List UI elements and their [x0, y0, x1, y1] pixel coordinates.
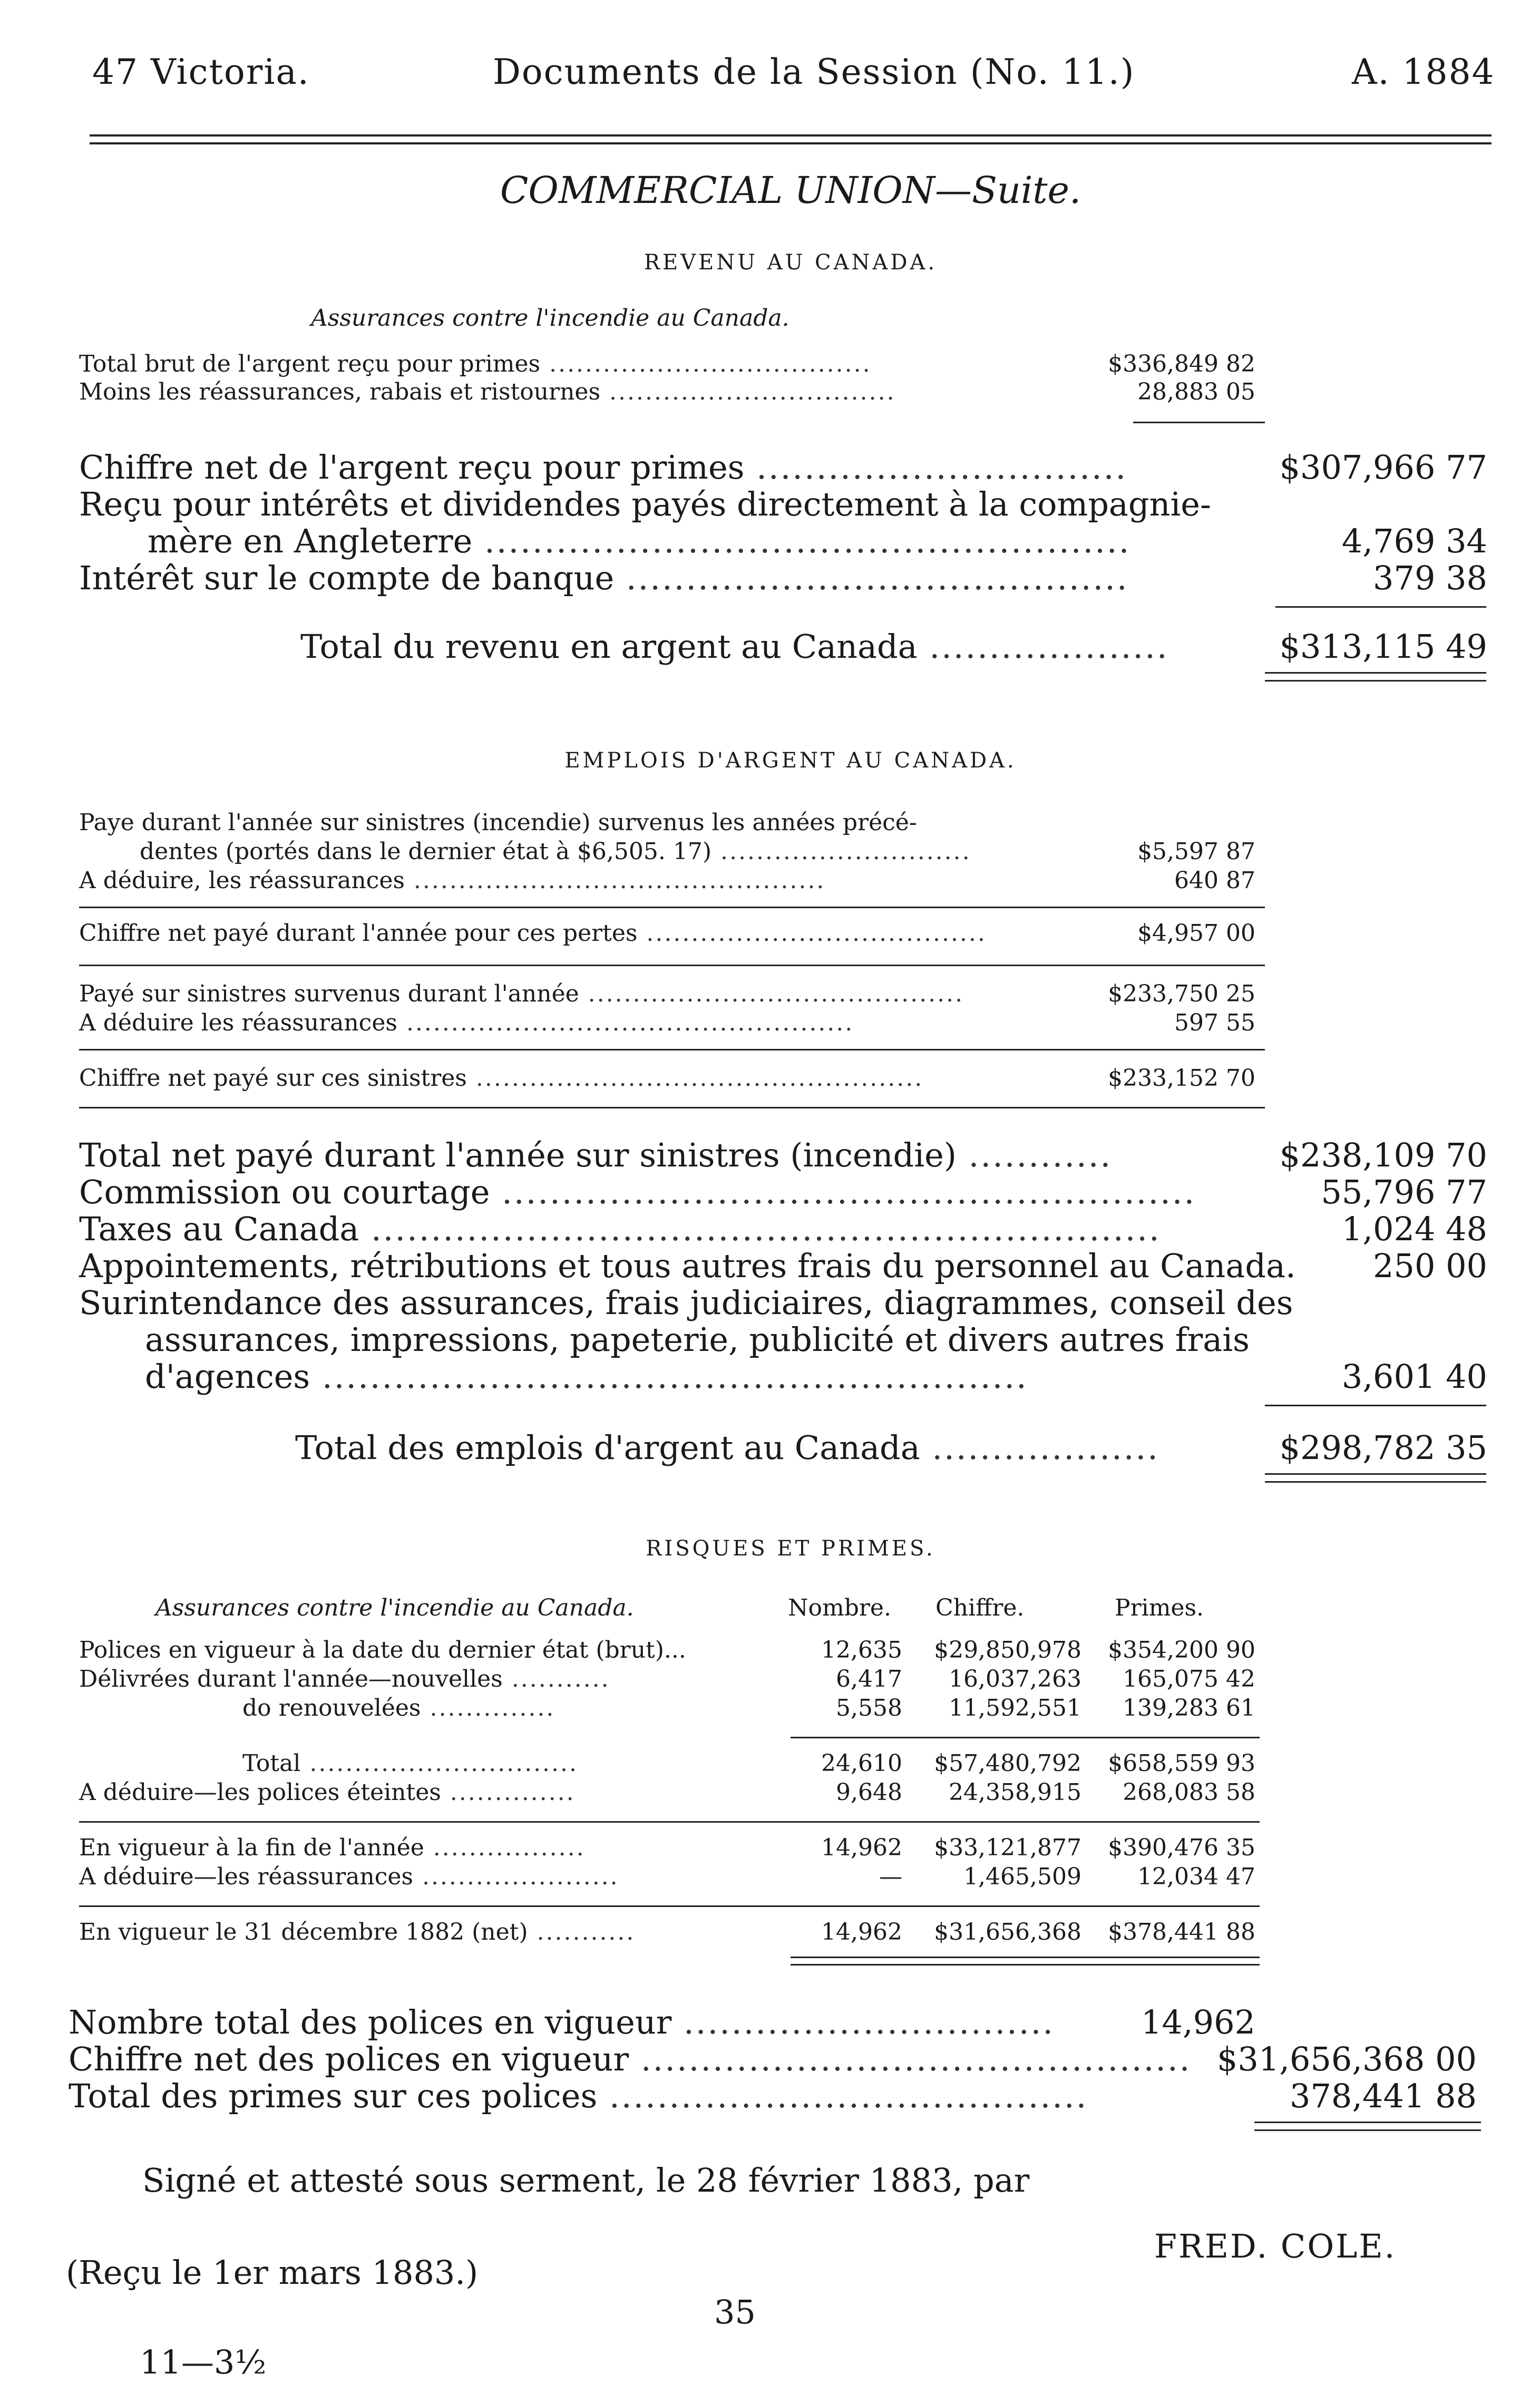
risk-row-chiffre: 16,037,263	[949, 1666, 1081, 1692]
header-rule-top	[90, 134, 1492, 137]
summary-chiffre-label: Chiffre net des polices en vigueur ..............................................	[69, 2040, 1192, 2078]
appointements-label: Appointements, rétributions et tous autres frais du personnel au Canada.	[79, 1247, 1296, 1285]
section-rule	[79, 965, 1265, 966]
prev-net-amount: $4,957 00	[1137, 920, 1255, 947]
summary-primes-value: 378,441 88	[1290, 2077, 1477, 2115]
risk-row-nombre: 24,610	[821, 1750, 902, 1777]
emplois-total-label: Total des emplois d'argent au Canada ...................	[295, 1428, 1159, 1467]
subtotal-rule	[1133, 422, 1265, 423]
net-primes-amount: $307,966 77	[1279, 448, 1487, 487]
revenu-row-label: Moins les réassurances, rabais et ristournes ................................	[79, 378, 896, 405]
revenu-row-amount: $336,849 82	[1108, 351, 1255, 377]
page-number: 35	[714, 2293, 756, 2331]
header-rule-bottom	[90, 142, 1492, 144]
risk-row-chiffre: $29,850,978	[934, 1637, 1081, 1663]
summary-primes-label: Total des primes sur ces polices ........................................	[69, 2077, 1088, 2115]
prev-sinistres-amount: $5,597 87	[1137, 838, 1255, 865]
risk-row-label: Total ..............................	[242, 1750, 578, 1777]
revenu-total-label: Total du revenu en argent au Canada ....................	[300, 627, 1169, 666]
table-rule	[791, 1957, 1260, 1958]
prev-net-label: Chiffre net payé durant l'année pour ces pertes ......................................	[79, 920, 987, 947]
table-rule	[79, 1905, 1260, 1907]
cur-sinistres-label: Payé sur sinistres survenus durant l'année ..........................................	[79, 980, 964, 1007]
risk-row-primes: 12,034 47	[1137, 1863, 1255, 1890]
risk-row-chiffre: $31,656,368	[934, 1919, 1081, 1945]
summary-chiffre-value: $31,656,368 00	[1216, 2040, 1477, 2078]
risk-row-nombre: 14,962	[821, 1919, 902, 1945]
table-rule	[791, 1964, 1260, 1966]
prev-reass-amount: 640 87	[1174, 867, 1255, 894]
risk-row-nombre: 6,417	[836, 1666, 902, 1692]
risk-row-chiffre: $57,480,792	[934, 1750, 1081, 1777]
banque-amount: 379 38	[1373, 559, 1487, 597]
section-rule	[79, 1107, 1265, 1108]
emplois-total-amount: $298,782 35	[1279, 1428, 1487, 1467]
total-rule	[1265, 672, 1486, 674]
net-primes-label: Chiffre net de l'argent reçu pour primes ...............................	[79, 448, 1128, 487]
total-rule	[1254, 2122, 1481, 2123]
table-rule	[791, 1737, 1260, 1738]
emplois-heading: EMPLOIS D'ARGENT AU CANADA.	[564, 748, 1017, 773]
risques-heading: RISQUES ET PRIMES.	[646, 1536, 935, 1561]
risk-row-primes: 139,283 61	[1123, 1695, 1255, 1721]
risk-row-label: Polices en vigueur à la date du dernier état (brut)...	[79, 1637, 686, 1663]
risk-row-primes: $378,441 88	[1108, 1919, 1255, 1945]
revenu-heading: REVENU AU CANADA.	[644, 250, 938, 275]
banque-label: Intérêt sur le compte de banque ..........................................	[79, 559, 1129, 597]
risk-row-label: do renouvelées ..............	[242, 1695, 555, 1721]
subtotal-rule	[1265, 1405, 1486, 1406]
prev-reass-label: A déduire, les réassurances ..............................................	[79, 867, 826, 894]
sheet-mark: 11—3½	[140, 2343, 267, 2381]
page-title: COMMERCIAL UNION—Suite.	[500, 169, 1081, 212]
risk-row-primes: $658,559 93	[1108, 1750, 1255, 1777]
risk-row-nombre: 9,648	[836, 1779, 902, 1806]
commission-label: Commission ou courtage ..........................................................	[79, 1173, 1196, 1211]
risk-row-label: Délivrées durant l'année—nouvelles ...........	[79, 1666, 610, 1692]
appointements-amount: 250 00	[1373, 1247, 1487, 1285]
col-header-chiffre: Chiffre.	[935, 1594, 1025, 1621]
signer-name: FRED. COLE.	[1154, 2227, 1397, 2265]
taxes-amount: 1,024 48	[1341, 1210, 1487, 1248]
total-rule	[1254, 2129, 1481, 2131]
prev-sinistres-label: Paye durant l'année sur sinistres (incendie) survenus les années précé-	[79, 809, 917, 836]
cur-reass-label: A déduire les réassurances ..................................................	[79, 1009, 854, 1036]
risk-row-primes: $354,200 90	[1108, 1637, 1255, 1663]
surintendance-label-end: d'agences ...........................................................	[145, 1357, 1028, 1396]
risk-row-nombre: 5,558	[836, 1695, 902, 1721]
risk-row-label: A déduire—les réassurances ......................	[79, 1863, 619, 1890]
surintendance-label-cont: assurances, impressions, papeterie, publicité et divers autres frais	[145, 1320, 1250, 1359]
total-rule	[1265, 1473, 1486, 1475]
revenu-total-amount: $313,115 49	[1279, 627, 1487, 666]
risk-row-primes: $390,476 35	[1108, 1834, 1255, 1861]
risk-row-label: A déduire—les polices éteintes ..............	[79, 1779, 576, 1806]
section-rule	[79, 1049, 1265, 1050]
surintendance-label: Surintendance des assurances, frais judiciaires, diagrammes, conseil des	[79, 1283, 1293, 1322]
cur-net-label: Chiffre net payé sur ces sinistres ..................................................	[79, 1065, 924, 1092]
summary-nombre-value: 14,962	[1141, 2003, 1255, 2041]
header-center: Documents de la Session (No. 11.)	[493, 52, 1135, 92]
risk-row-primes: 268,083 58	[1123, 1779, 1255, 1806]
table-rule	[79, 1821, 1260, 1823]
subtotal-rule	[1275, 606, 1486, 608]
cur-net-amount: $233,152 70	[1108, 1065, 1255, 1092]
received-date: (Reçu le 1er mars 1883.)	[66, 2253, 479, 2292]
taxes-label: Taxes au Canada ..................................................................	[79, 1210, 1161, 1248]
section-rule	[79, 907, 1265, 908]
summary-nombre-label: Nombre total des polices en vigueur ...............................	[69, 2003, 1055, 2041]
commission-amount: 55,796 77	[1321, 1173, 1487, 1211]
risk-row-chiffre: $33,121,877	[934, 1834, 1081, 1861]
risques-subheading: Assurances contre l'incendie au Canada.	[155, 1594, 634, 1621]
interets-amount: 4,769 34	[1341, 522, 1487, 560]
col-header-nombre: Nombre.	[788, 1594, 891, 1621]
risk-row-chiffre: 24,358,915	[949, 1779, 1081, 1806]
interets-label: Reçu pour intérêts et dividendes payés directement à la compagnie-	[79, 485, 1211, 523]
total-rule	[1265, 680, 1486, 682]
risk-row-label: En vigueur le 31 décembre 1882 (net) ...........	[79, 1919, 636, 1945]
risk-row-primes: 165,075 42	[1123, 1666, 1255, 1692]
revenu-row-amount: 28,883 05	[1137, 378, 1255, 405]
cur-reass-amount: 597 55	[1174, 1009, 1255, 1036]
surintendance-amount: 3,601 40	[1341, 1357, 1487, 1396]
total-rule	[1265, 1481, 1486, 1483]
prev-sinistres-label-cont: dentes (portés dans le dernier état à $6,505. 17) ............................	[140, 838, 971, 865]
total-sinistres-label: Total net payé durant l'année sur sinistres (incendie) ............	[79, 1136, 1113, 1174]
risk-row-nombre: 12,635	[821, 1637, 902, 1663]
col-header-primes: Primes.	[1115, 1594, 1204, 1621]
risk-row-chiffre: 11,592,551	[949, 1695, 1081, 1721]
cur-sinistres-amount: $233,750 25	[1108, 980, 1255, 1007]
revenu-subheading: Assurances contre l'incendie au Canada.	[311, 305, 790, 332]
header-right: A. 1884	[1352, 52, 1495, 92]
interets-label-cont: mère en Angleterre ......................................................	[148, 522, 1131, 560]
risk-row-nombre: —	[879, 1863, 902, 1890]
signed-statement: Signé et attesté sous serment, le 28 février 1883, par	[142, 2161, 1030, 2200]
header-left: 47 Victoria.	[92, 52, 310, 92]
risk-row-label: En vigueur à la fin de l'année .................	[79, 1834, 586, 1861]
risk-row-nombre: 14,962	[821, 1834, 902, 1861]
total-sinistres-amount: $238,109 70	[1279, 1136, 1487, 1174]
risk-row-chiffre: 1,465,509	[963, 1863, 1081, 1890]
revenu-row-label: Total brut de l'argent reçu pour primes ....................................	[79, 351, 872, 377]
